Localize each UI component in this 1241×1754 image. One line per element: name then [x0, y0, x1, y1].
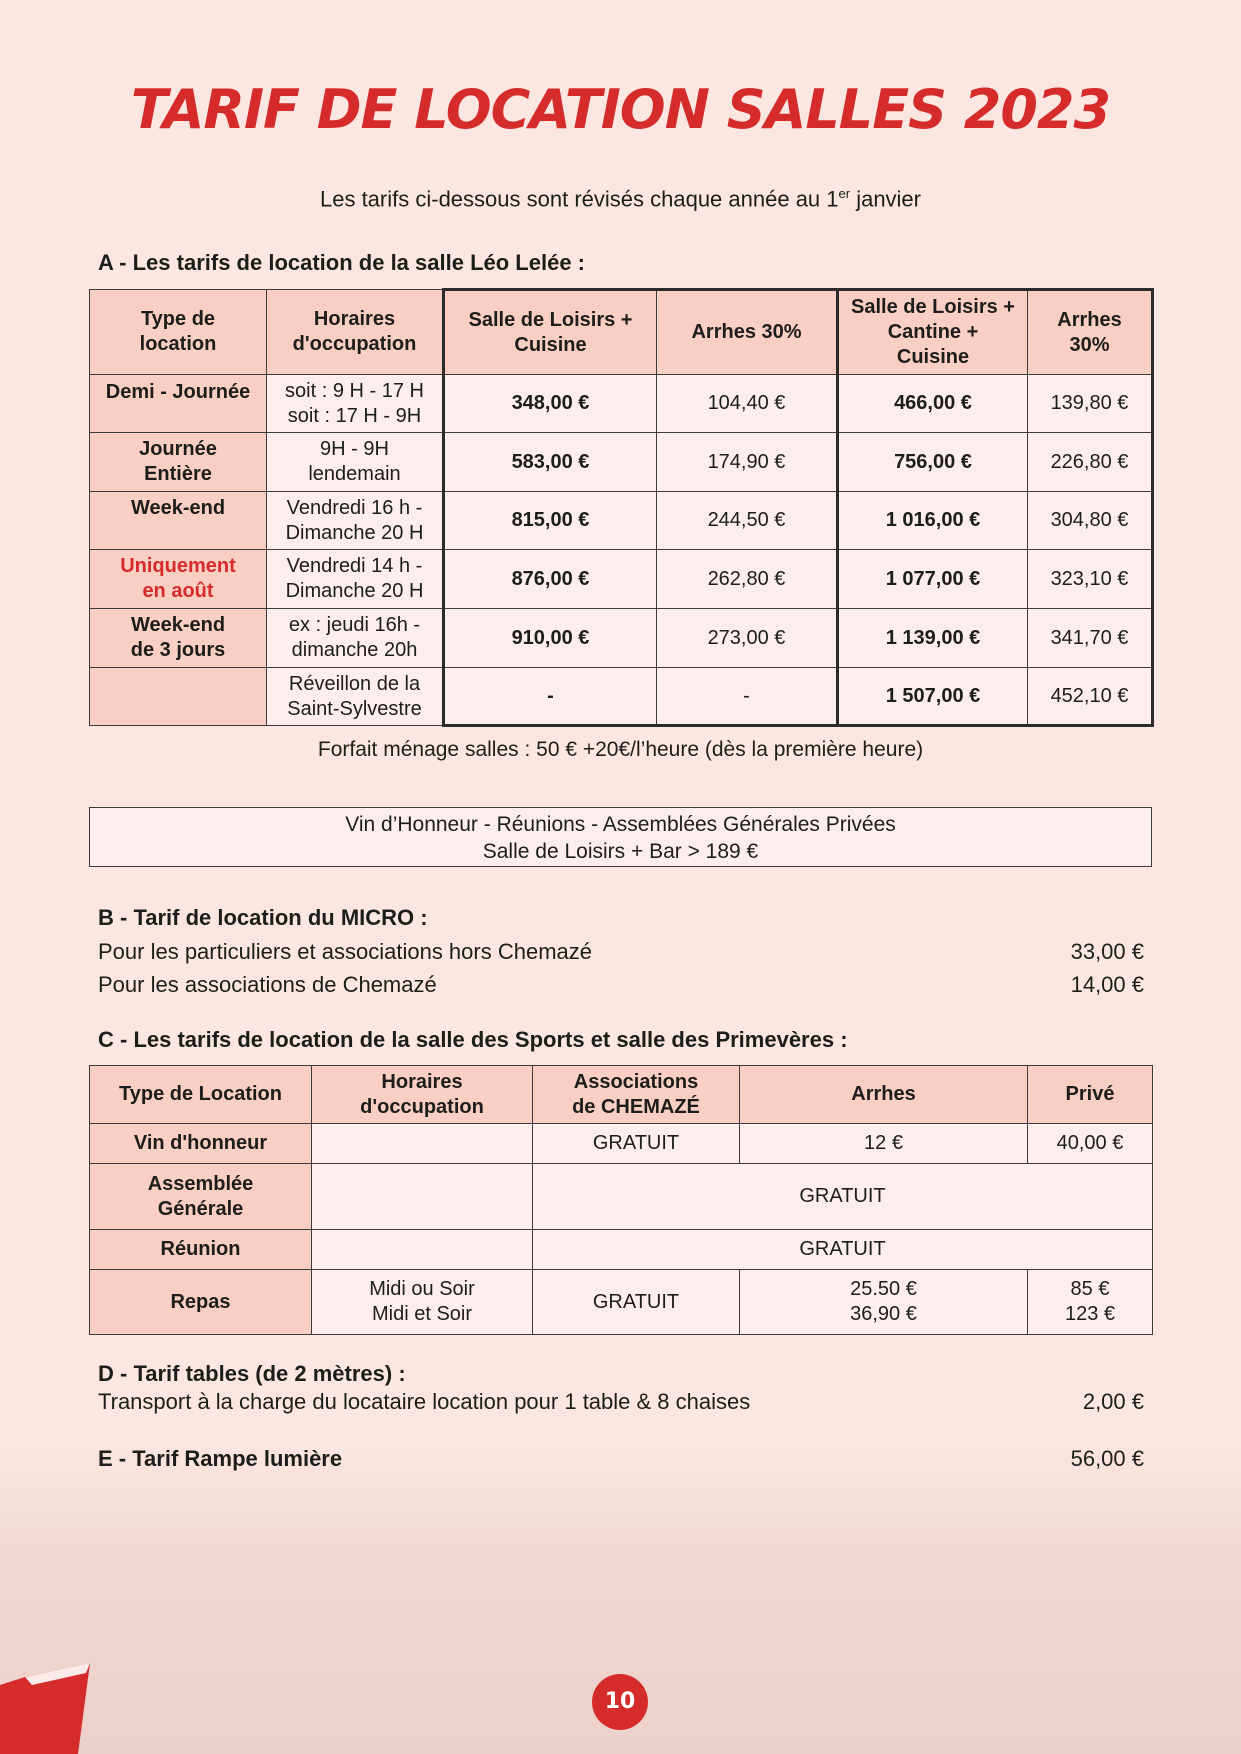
row-price-2: 756,00 € — [838, 433, 1028, 492]
header-hours: Horaires d'occupation — [312, 1066, 533, 1124]
micro-line-2-label: Pour les associations de Chemazé — [98, 972, 437, 997]
table-row — [90, 492, 1153, 550]
micro-line-1-label: Pour les particuliers et associations hors Chemazé — [98, 939, 593, 964]
row-type: Vin d'honneur — [90, 1124, 312, 1164]
row-hours: Midi ou Soir Midi et Soir — [312, 1270, 533, 1335]
row-price-2: 1 077,00 € — [838, 550, 1028, 609]
page-number: 10 — [592, 1674, 648, 1730]
row-hours: Vendredi 14 h - Dimanche 20 H — [267, 550, 444, 609]
row-arrhes-1: 244,50 € — [657, 492, 838, 550]
row-arrhes-1: - — [657, 668, 838, 726]
box-line-2: Salle de Loisirs + Bar > 189 € — [482, 840, 759, 863]
header-price-2: Salle de Loisirs + Cantine + Cuisine — [838, 290, 1028, 375]
header-assoc: Associations de CHEMAZÉ — [533, 1066, 740, 1124]
vin-honneur-box — [89, 807, 1152, 867]
row-type: Journée Entière — [90, 433, 267, 492]
table-row — [90, 1124, 1153, 1164]
row-price-1: 583,00 € — [444, 433, 657, 492]
row-price-2: 1 507,00 € — [838, 668, 1028, 726]
row-price-1: 876,00 € — [444, 550, 657, 609]
header-hours: Horaires d'occupation — [267, 290, 444, 375]
table-row — [90, 1230, 1153, 1270]
header-type: Type de location — [90, 290, 267, 375]
table-row — [90, 375, 1153, 433]
section-b-heading: B - Tarif de location du MICRO : — [98, 905, 428, 930]
row-assoc: GRATUIT — [533, 1270, 740, 1335]
tables-line: Transport à la charge du locataire location pour 1 table & 8 chaises — [98, 1389, 751, 1414]
row-price-1: 348,00 € — [444, 375, 657, 433]
header-arrhes-2: Arrhes 30% — [1028, 290, 1153, 375]
row-hours — [312, 1230, 533, 1270]
row-arrhes: 12 € — [740, 1124, 1028, 1164]
row-type: Demi - Journée — [90, 375, 267, 433]
row-type: Week-end — [90, 492, 267, 550]
row-type: Repas — [90, 1270, 312, 1335]
forfait-menage: Forfait ménage salles : 50 € +20€/l’heure (dès la première heure) — [317, 738, 924, 761]
row-arrhes-1: 273,00 € — [657, 609, 838, 668]
row-arrhes-1: 262,80 € — [657, 550, 838, 609]
rampe-price: 56,00 € — [1070, 1446, 1144, 1471]
row-arrhes-1: 104,40 € — [657, 375, 838, 433]
table-row — [90, 668, 1153, 726]
row-arrhes-2: 304,80 € — [1028, 492, 1153, 550]
row-merged-gratuit: GRATUIT — [533, 1164, 1153, 1230]
row-prive: 85 € 123 € — [1028, 1270, 1153, 1335]
row-price-1: 815,00 € — [444, 492, 657, 550]
corner-decoration — [0, 1655, 95, 1754]
table-row — [90, 550, 1153, 609]
row-hours: Réveillon de la Saint-Sylvestre — [267, 668, 444, 726]
page-title: TARIF DE LOCATION SALLES 2023 — [130, 78, 1111, 141]
row-arrhes-2: 226,80 € — [1028, 433, 1153, 492]
table-row — [90, 1164, 1153, 1230]
section-d-heading: D - Tarif tables (de 2 mètres) : — [98, 1361, 406, 1386]
row-arrhes-2: 139,80 € — [1028, 375, 1153, 433]
row-hours — [312, 1124, 533, 1164]
row-assoc: GRATUIT — [533, 1124, 740, 1164]
header-prive: Privé — [1028, 1066, 1153, 1124]
header-price-1: Salle de Loisirs + Cuisine — [444, 290, 657, 375]
header-type: Type de Location — [90, 1066, 312, 1124]
row-type: Uniquement en août — [90, 550, 267, 609]
section-c-heading: C - Les tarifs de location de la salle des Sports et salle des Primevères : — [98, 1027, 848, 1052]
row-price-2: 466,00 € — [838, 375, 1028, 433]
row-type: Week-end de 3 jours — [90, 609, 267, 668]
row-arrhes: 25.50 € 36,90 € — [740, 1270, 1028, 1335]
table-row — [90, 609, 1153, 668]
section-a-heading: A - Les tarifs de location de la salle Léo Lelée : — [98, 250, 585, 275]
row-hours: Vendredi 16 h - Dimanche 20 H — [267, 492, 444, 550]
row-merged-gratuit: GRATUIT — [533, 1230, 1153, 1270]
tables-price: 2,00 € — [1082, 1389, 1144, 1414]
table-sports-primeveres — [89, 1065, 1153, 1335]
section-e-heading: E - Tarif Rampe lumière — [98, 1446, 343, 1471]
row-price-2: 1 139,00 € — [838, 609, 1028, 668]
row-arrhes-2: 323,10 € — [1028, 550, 1153, 609]
row-type — [90, 668, 267, 726]
subtitle-sup: er — [838, 186, 851, 201]
row-price-1: - — [444, 668, 657, 726]
row-price-2: 1 016,00 € — [838, 492, 1028, 550]
subtitle-text-end: janvier — [850, 186, 921, 212]
row-hours: ex : jeudi 16h - dimanche 20h — [267, 609, 444, 668]
table-leo-lelee — [89, 288, 1154, 727]
row-arrhes-2: 341,70 € — [1028, 609, 1153, 668]
row-arrhes-2: 452,10 € — [1028, 668, 1153, 726]
header-arrhes-1: Arrhes 30% — [657, 290, 838, 375]
table-row — [90, 433, 1153, 492]
row-type: Réunion — [90, 1230, 312, 1270]
table-row — [90, 1270, 1153, 1335]
row-arrhes-1: 174,90 € — [657, 433, 838, 492]
row-hours: soit : 9 H - 17 H soit : 17 H - 9H — [267, 375, 444, 433]
header-arrhes: Arrhes — [740, 1066, 1028, 1124]
subtitle — [0, 186, 1241, 212]
micro-line-1-price: 33,00 € — [1070, 939, 1144, 964]
subtitle-text: Les tarifs ci-dessous sont révisés chaque année au 1 — [319, 186, 839, 212]
row-prive: 40,00 € — [1028, 1124, 1153, 1164]
row-price-1: 910,00 € — [444, 609, 657, 668]
row-hours: 9H - 9H lendemain — [267, 433, 444, 492]
row-hours — [312, 1164, 533, 1230]
row-type: Assemblée Générale — [90, 1164, 312, 1230]
micro-line-2-price: 14,00 € — [1070, 972, 1144, 997]
box-line-1: Vin d’Honneur - Réunions - Assemblées Générales Privées — [345, 813, 896, 836]
